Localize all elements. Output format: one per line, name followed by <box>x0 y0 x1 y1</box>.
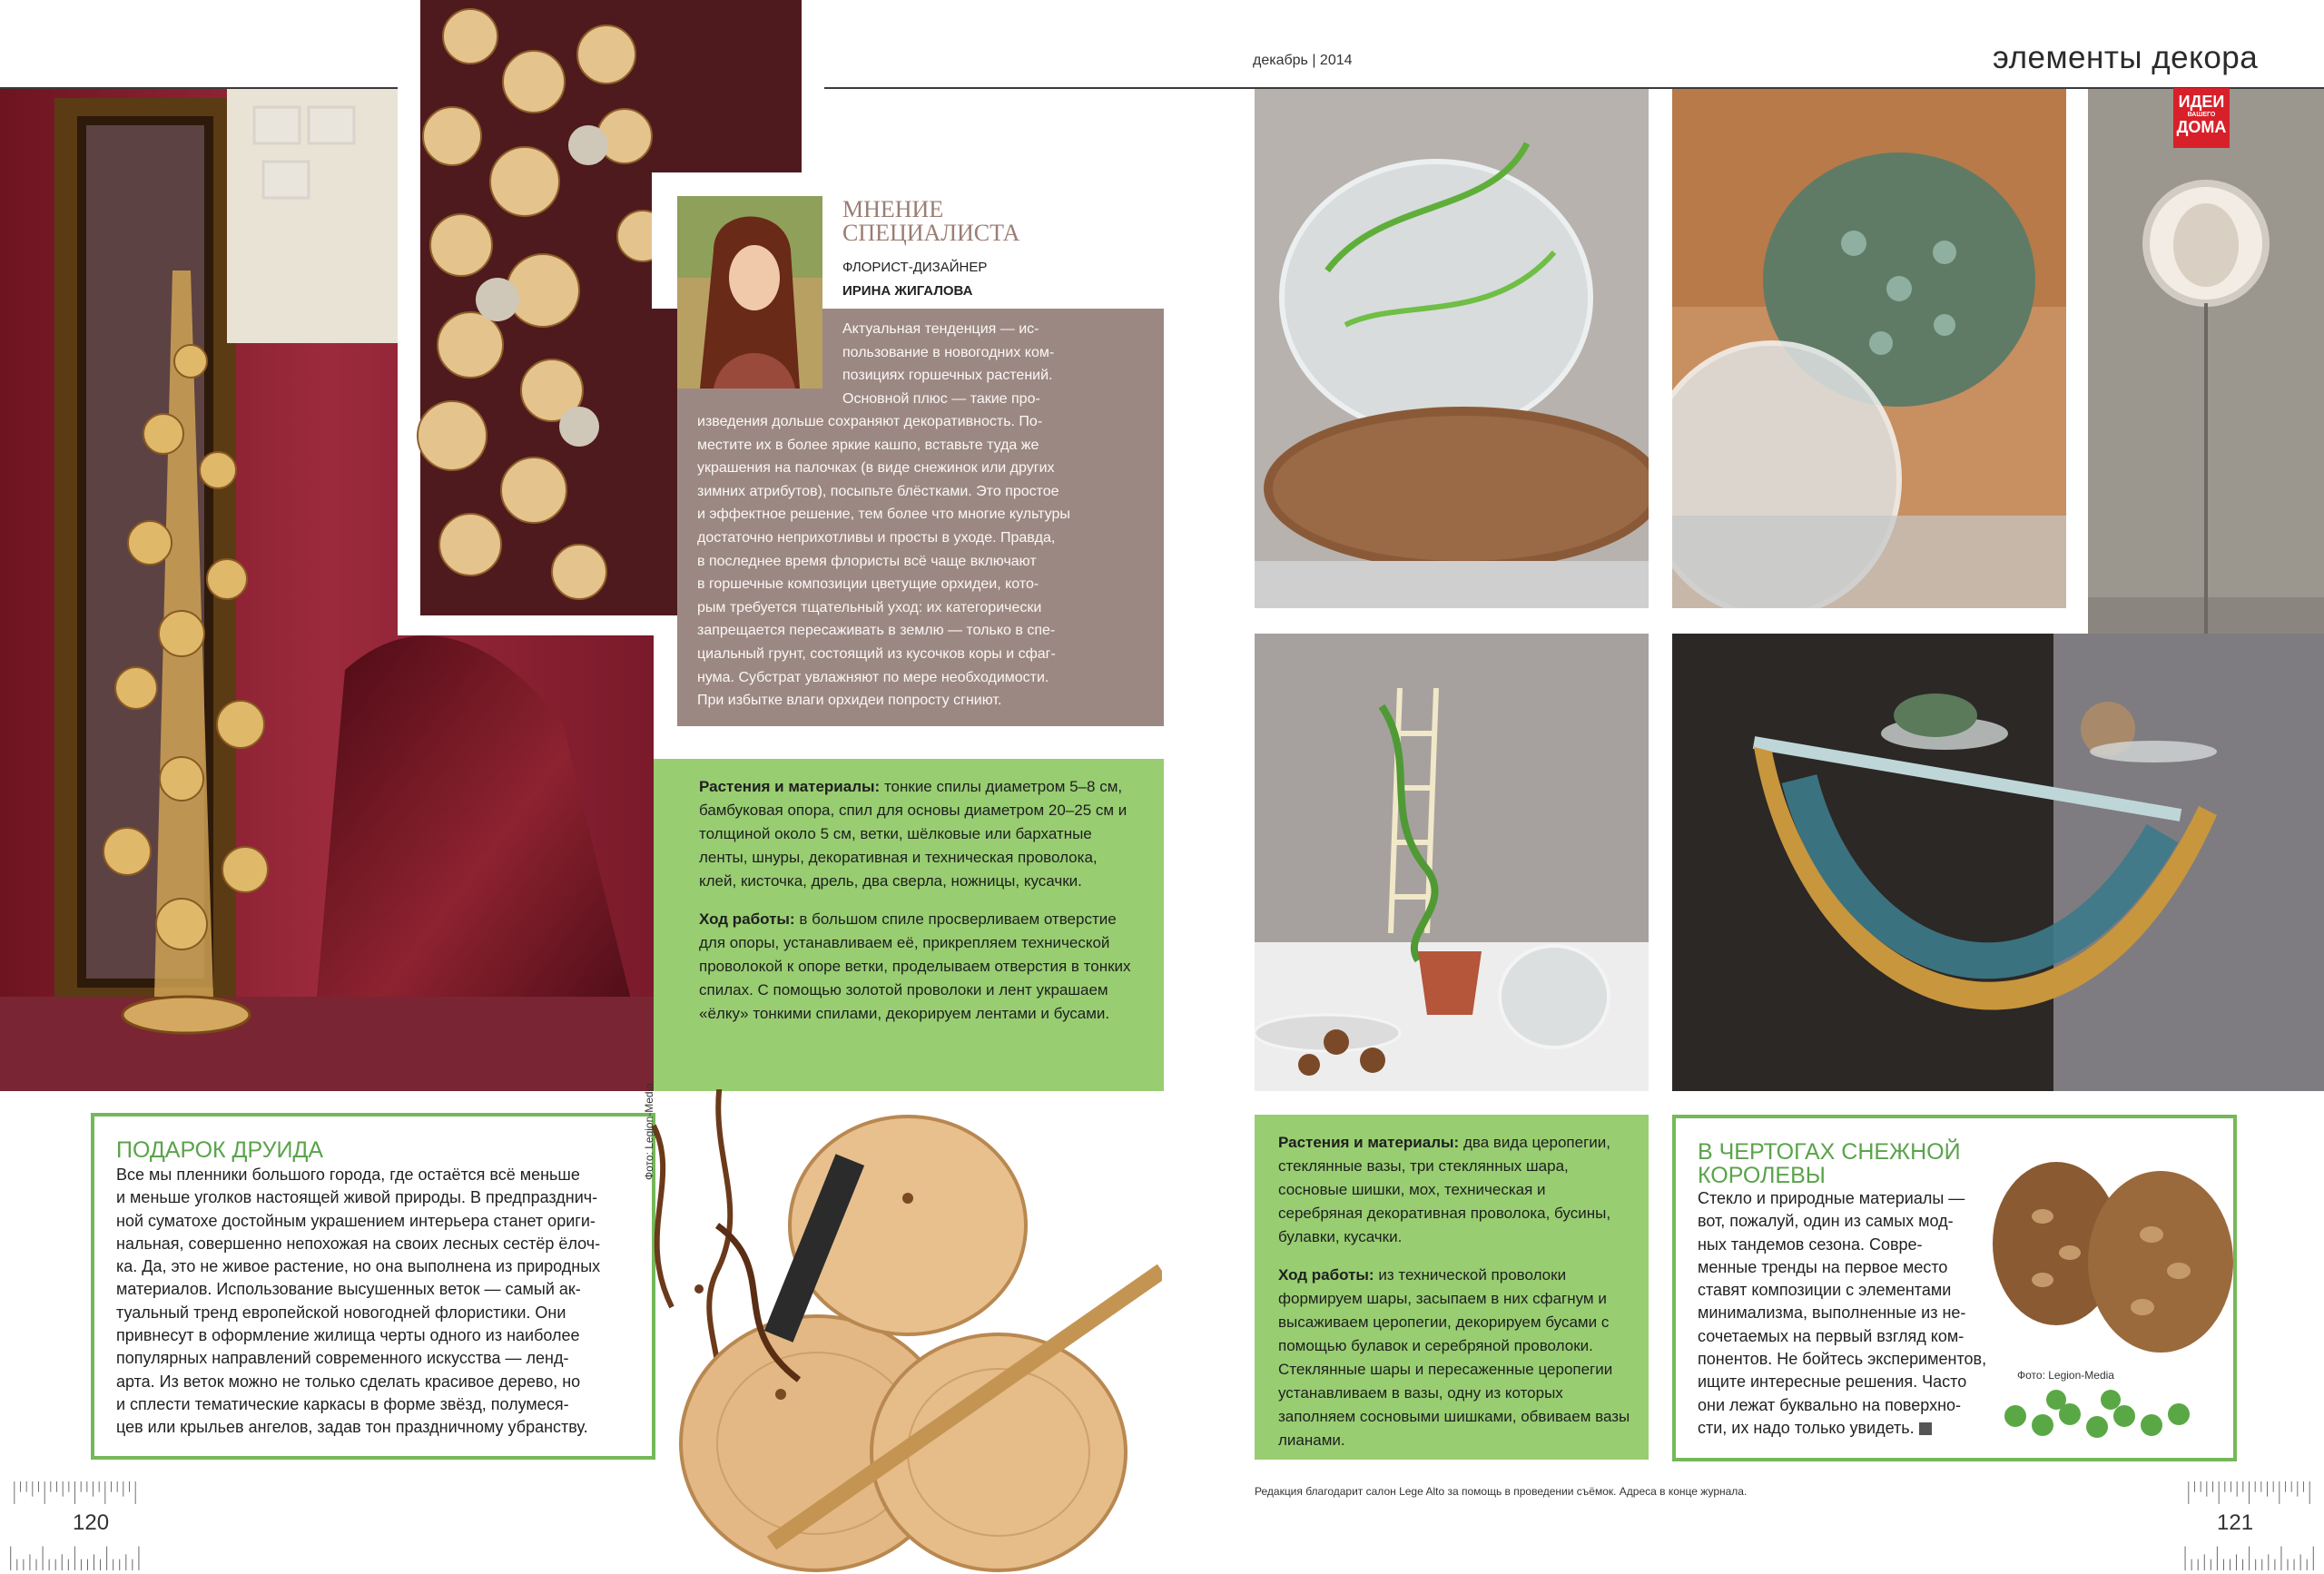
article-line: ных тандемов сезона. Совре- <box>1698 1235 1923 1254</box>
article-line: менные тренды на первое место <box>1698 1257 1948 1276</box>
article-line: Стекло и природные материалы — <box>1698 1189 1965 1207</box>
issue-date: декабрь | 2014 <box>1253 53 1353 68</box>
ceropegia-photo <box>1672 89 2066 608</box>
article-line-text: сти, их надо только увидеть. <box>1698 1418 1915 1437</box>
photo-credit-right: Фото: Legion-Media <box>2017 1369 2114 1382</box>
expert-text-bottom <box>697 410 1151 713</box>
expert-title <box>842 198 1019 245</box>
work-label: Ход работы: <box>1278 1266 1374 1284</box>
footer-credit: Редакция благодарит салон Lege Alto за помощь в проведении съёмок. Адреса в конце журнала. <box>1255 1485 1748 1498</box>
expert-line: циальный грунт, состоящий из кусочков коры и сфаг- <box>697 645 1056 662</box>
expert-line: Основной плюс — такие про- <box>842 390 1040 407</box>
wood-slices-photo <box>617 1089 1162 1574</box>
expert-line: При избытке влаги орхидеи попросту сгниют. <box>697 693 1002 709</box>
end-mark-icon <box>1919 1422 1932 1435</box>
article-line: ной суматохе достойным украшением интерьера станет ориги- <box>116 1211 596 1230</box>
expert-line: запрещается пересаживать в землю — только в спе- <box>697 623 1056 639</box>
article-line: туальный тренд европейской новогодней флористики. Они <box>116 1303 566 1322</box>
ruler-left-bottom <box>0 1543 154 1570</box>
glass-vase-photo <box>1255 89 1649 608</box>
article-title-right-line2: КОРОЛЕВЫ <box>1698 1163 1826 1188</box>
ruler-right-bottom <box>2170 1543 2324 1570</box>
article-line: сочетаемых на первый взгляд ком- <box>1698 1326 1965 1345</box>
expert-line: и эффектное решение, тем более что многие культуры <box>697 507 1070 523</box>
pine-cones-photo <box>1979 1126 2233 1452</box>
work-paragraph <box>1278 1264 1632 1452</box>
article-line: Все мы пленники большого города, где остаётся всё меньше <box>116 1166 580 1184</box>
work-text: в большом спиле просверливаем отверстие для опоры, устанавливаем её, прикрепляем технической проволокой к опоре ветки, проделываем отверстия в тонких спилах. С помощью золотой проволоки и лент украшаем «ёлку» тонкими спилами, декорируем лентами и бусами. <box>699 910 1131 1022</box>
expert-line: украшения на палочках (в виде снежинок или других <box>697 460 1055 477</box>
expert-line: нума. Субстрат увлажняют по мере необходимости. <box>697 669 1049 685</box>
expert-role: ФЛОРИСТ-ДИЗАЙНЕР <box>842 260 988 275</box>
expert-text-top <box>842 318 1151 410</box>
expert-line: пользование в новогодних ком- <box>842 344 1055 360</box>
materials-label: Растения и материалы: <box>699 778 881 795</box>
article-line: и меньше уголков настоящей живой природы. В предпразднич- <box>116 1188 598 1207</box>
article-line: вот, пожалуй, один из самых мод- <box>1698 1212 1954 1231</box>
materials-text: два вида церопегии, стеклянные вазы, три стеклянных шара, сосновые шишки, мох, техническая и серебряная декоративная проволока, бусины, булавки, кусачки. <box>1278 1134 1611 1245</box>
article-line: ка. Да, это не живое растение, но она выполнена из природных <box>116 1257 601 1276</box>
section-title: элементы декора <box>1993 40 2259 75</box>
ruler-right <box>2170 1481 2324 1509</box>
article-line: привнесут в оформление жилища черты одного из наиболее <box>116 1326 580 1345</box>
expert-line: достаточно неприхотливы и просты в уходе. Правда, <box>697 529 1056 546</box>
logo-text-top: ИДЕИ <box>2178 93 2225 111</box>
article-title-right <box>1698 1140 1961 1187</box>
article-line: они лежат буквально на поверхно- <box>1698 1395 1962 1414</box>
expert-line: рым требуется тщательный уход: их категорически <box>697 599 1042 615</box>
expert-line: местите их в более яркие кашпо, вставьте туда же <box>697 437 1039 453</box>
work-label: Ход работы: <box>699 910 795 928</box>
article-line: понентов. Не бойтесь экспериментов, <box>1698 1350 1987 1369</box>
logo-text-mid: ВАШЕГО <box>2187 112 2216 118</box>
article-line: популярных направлений современного искусства — ленд- <box>116 1349 569 1368</box>
expert-line: изведения дольше сохраняют декоративность. По- <box>697 414 1043 429</box>
photo-credit-left: Фото: Legion-Media <box>643 1083 655 1180</box>
logo-text-bottom: ДОМА <box>2176 118 2227 136</box>
materials-paragraph <box>1278 1131 1632 1249</box>
page-number-left: 120 <box>73 1510 110 1535</box>
expert-line: зимних атрибутов), посыпьте блёстками. Это простое <box>697 483 1059 499</box>
article-line: ищите интересные решения. Часто <box>1698 1372 1967 1392</box>
expert-opinion-box <box>652 172 1166 735</box>
glass-table-photo <box>1672 634 2324 1091</box>
materials-text: тонкие спилы диаметром 5–8 см, бамбуковая опора, спил для основы диаметром 20–25 см и толщиной около 5 см, ветки, шёлковые или бархатные ленты, шнуры, декоративная и техническая проволока, клей, кисточка, дрель, два сверла, ножницы, кусачки. <box>699 778 1128 890</box>
expert-name: ИРИНА ЖИГАЛОВА <box>842 283 973 299</box>
article-line <box>1698 1417 2006 1440</box>
page-number-right: 121 <box>2217 1510 2254 1535</box>
expert-portrait-photo <box>677 196 822 389</box>
expert-line: Актуальная тенденция — ис- <box>842 321 1039 337</box>
article-line: материалов. Использование высушенных веток — самый ак- <box>116 1280 581 1299</box>
article-line: минимализма, выполненные из не- <box>1698 1303 1966 1323</box>
ruler-left <box>0 1481 154 1509</box>
article-text-right <box>1698 1187 2006 1440</box>
article-line: нальная, совершенно непохожая на своих лесных сестёр ёлоч- <box>116 1234 601 1253</box>
article-line: арта. Из веток можно не только сделать красивое дерево, но <box>116 1372 581 1391</box>
ladder-plant-photo <box>1255 634 1649 1091</box>
article-text-left <box>116 1164 643 1440</box>
materials-paragraph <box>699 775 1138 893</box>
expert-line: позициях горшечных растений. <box>842 368 1053 384</box>
expert-title-line2: СПЕЦИАЛИСТА <box>842 220 1020 246</box>
article-title-left: ПОДАРОК ДРУИДА <box>116 1137 324 1163</box>
article-line: ставят композиции с элементами <box>1698 1281 1952 1300</box>
article-line: и сплести тематические каркасы в форме звёзд, полумеся- <box>116 1394 569 1413</box>
expert-title-line1: МНЕНИЕ <box>842 196 944 222</box>
expert-line: в последнее время флористы всё чаще включают <box>697 553 1037 569</box>
article-title-right-line1: В ЧЕРТОГАХ СНЕЖНОЙ <box>1698 1139 1961 1165</box>
work-paragraph <box>699 908 1138 1026</box>
work-text: из технической проволоки формируем шары, засыпаем в них сфагнум и высаживаем церопегии, декорируем бусами с помощью булавок и серебряной проволоки. Стеклянные шары и пересаженные церопегии устанавливаем в вазы, одну из которых заполняем сосновыми шишками, обвиваем вазы лианами. <box>1278 1266 1630 1449</box>
article-line: цев или крыльев ангелов, задав тон праздничному убранству. <box>116 1418 588 1437</box>
materials-box-right <box>1255 1115 1649 1460</box>
materials-label: Растения и материалы: <box>1278 1134 1460 1151</box>
materials-box-left <box>654 759 1164 1091</box>
magazine-logo <box>2173 88 2230 148</box>
expert-line: в горшечные композиции цветущие орхидеи, кото- <box>697 576 1039 593</box>
